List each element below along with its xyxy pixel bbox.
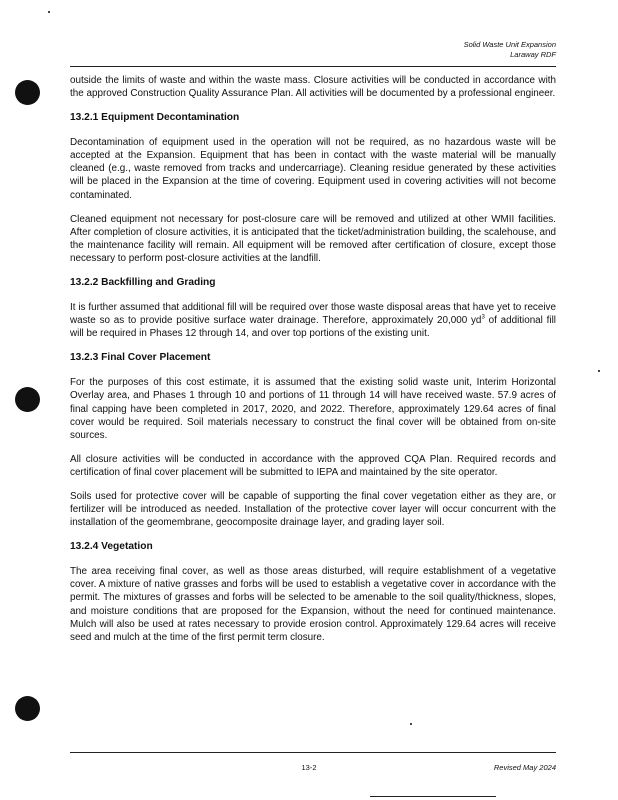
section-heading: 13.2.4 Vegetation [70,541,153,553]
header-title: Solid Waste Unit Expansion [463,40,556,49]
section-heading: 13.2.2 Backfilling and Grading [70,277,216,289]
section-heading: 13.2.3 Final Cover Placement [70,352,211,364]
paragraph-text: of additional fill will be required in Phases 12 through 14, and over top portions of the existing unit. [70,315,556,340]
scan-line [370,796,496,797]
scan-speck [598,370,600,372]
paragraph: All closure activities will be conducted in accordance with the approved CQA Plan. Required records and certification of final cover placement will be submitted to IEPA and maintained by the site operator. [70,453,556,478]
scan-speck [48,11,50,13]
punch-hole [15,80,40,105]
paragraph: outside the limits of waste and within the waste mass. Closure activities will be conducted in accordance with the approved Construction Quality Assurance Plan. All activities will be documented by a professional engineer. [70,75,556,100]
running-header [464,40,556,60]
header-site: Laraway RDF [510,50,556,59]
document-body [70,74,556,655]
punch-hole [15,696,40,721]
revision-date: Revised May 2024 [493,763,556,772]
header-rule [70,66,556,67]
paragraph-text: It is further assumed that additional fill will be required over those waste disposal areas that have yet to receive waste so as to provide positive surface water drainage. Therefore, approximately 20,000 yd [70,302,556,327]
paragraph [70,301,556,340]
page-number: 13-2 [301,763,317,772]
section-heading: 13.2.1 Equipment Decontamination [70,112,240,124]
punch-hole [15,387,40,412]
superscript: 3 [481,314,485,321]
paragraph: Decontamination of equipment used in the operation will not be required, as no hazardous waste will be accepted at the Expansion. Equipment that has been in contact with the waste material will be manually cleaned (e.g., waste removed from tracks and undercarriage). Cleaning residue generated by these activities will be placed in the Expansion at the time of covering. Equipment used in covering activities will not become contaminated. [70,137,556,201]
paragraph: Soils used for protective cover will be capable of supporting the final cover vegetation either as they are, or fertilizer will be introduced as needed. Installation of the protective cover layer will occur concurrent with the installation of the geomembrane, geocomposite drainage layer, and grading layer soil. [70,490,556,529]
paragraph: Cleaned equipment not necessary for post-closure care will be removed and utilized at other WMII facilities. After completion of closure activities, it is anticipated that the ticket/administration building, the scalehouse, and the maintenance facility will remain. All equipment will be removed after certification of closure, except those necessary to perform post-closure activities at the landfill. [70,213,556,264]
footer-rule [70,752,556,753]
paragraph: For the purposes of this cost estimate, it is assumed that the existing solid waste unit, Interim Horizontal Overlay area, and Phases 1 through 10 and portions of 11 through 14 will have received waste. 57.9 acres of final capping have been completed in 2017, 2020, and 2022. Therefore, approximately 129.64 acres of final cover would be required. Soil materials necessary to construct the final cover will be obtained from on-site sources. [70,377,556,441]
paragraph: The area receiving final cover, as well as those areas disturbed, will require establishment of a vegetative cover. A mixture of native grasses and forbs will be used to establish a vegetative cover in accordance with the permit. The mixtures of grasses and forbs will be selected to be amenable to the soil quality/thickness, slopes, and moisture conditions that are proposed for the Expansion, without the need for continued maintenance. Mulch will also be used at rates necessary to provide erosion control. Approximately 129.64 acres will receive seed and mulch at the time of the first permit term closure. [70,566,556,643]
scan-speck [410,723,412,725]
